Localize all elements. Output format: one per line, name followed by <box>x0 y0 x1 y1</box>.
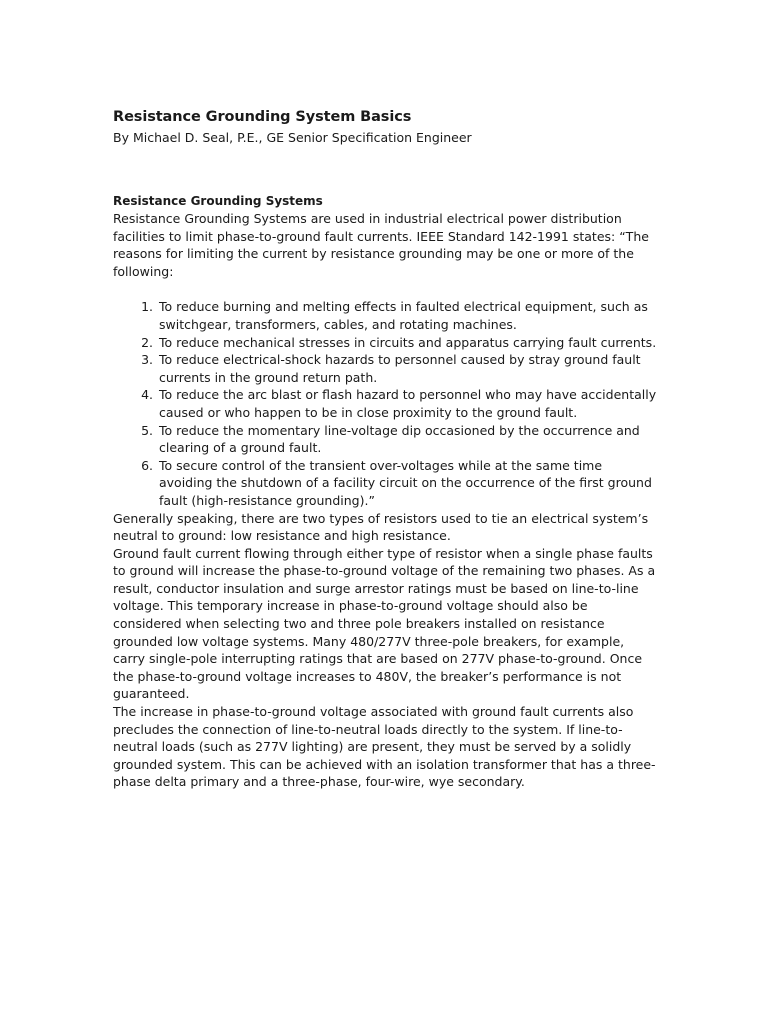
intro-paragraph: Resistance Grounding Systems are used in industrial electrical power distribution facilities to limit phase-to-ground fault currents. IEEE Standard 142-1991 states: “The reasons for limiting the current by resistance grounding may be one or more of the following: <box>113 211 649 279</box>
list-item: 1. To reduce burning and melting effects in faulted electrical equipment, such as switchgear, transformers, cables, and rotating machines. <box>157 298 658 333</box>
document-content <box>113 108 658 791</box>
document-title: Resistance Grounding System Basics <box>113 109 412 125</box>
author-byline: By Michael D. Seal, P.E., GE Senior Specification Engineer <box>113 130 472 145</box>
list-item: 2. To reduce mechanical stresses in circuits and apparatus carrying fault currents. <box>157 334 658 352</box>
reasons-list <box>113 298 658 509</box>
ground-fault-paragraph: Ground fault current flowing through either type of resistor when a single phase faults to ground will increase the phase-to-ground voltage of the remaining two phases. As a result, conductor insulation and surge arrestor ratings must be based on line-to-line voltage. This temporary increase in phase-to-ground voltage should also be considered when selecting two and three pole breakers installed on resistance grounded low voltage systems. Many 480/277V three-pole breakers, for example, carry single-pole interrupting ratings that are based on 277V phase-to-ground. Once the phase-to-ground voltage increases to 480V, the breaker’s performance is not guaranteed. <box>113 545 656 702</box>
list-item: 4. To reduce the arc blast or flash hazard to personnel who may have accidentally caused or who happen to be in close proximity to the ground fault. <box>157 386 658 421</box>
resistor-types-paragraph: Generally speaking, there are two types of resistors used to tie an electrical system’s neutral to ground: low resistance and high resistance. <box>113 510 649 544</box>
voltage-increase-paragraph: The increase in phase-to-ground voltage associated with ground fault currents also precludes the connection of line-to-neutral loads directly to the system. If line-to-neutral loads (such as 277V lighting) are present, they must be served by a solidly grounded system. This can be achieved with an isolation transformer that has a three-phase delta primary and a three-phase, four-wire, wye secondary. <box>113 704 656 790</box>
list-item: 5. To reduce the momentary line-voltage dip occasioned by the occurrence and clearing of a ground fault. <box>157 422 658 457</box>
section-heading: Resistance Grounding Systems <box>113 194 323 208</box>
list-item: 6. To secure control of the transient over-voltages while at the same time avoiding the shutdown of a facility circuit on the occurrence of the first ground fault (high-resistance grounding).” <box>157 457 658 510</box>
list-item: 3. To reduce electrical-shock hazards to personnel caused by stray ground fault currents in the ground return path. <box>157 351 658 386</box>
